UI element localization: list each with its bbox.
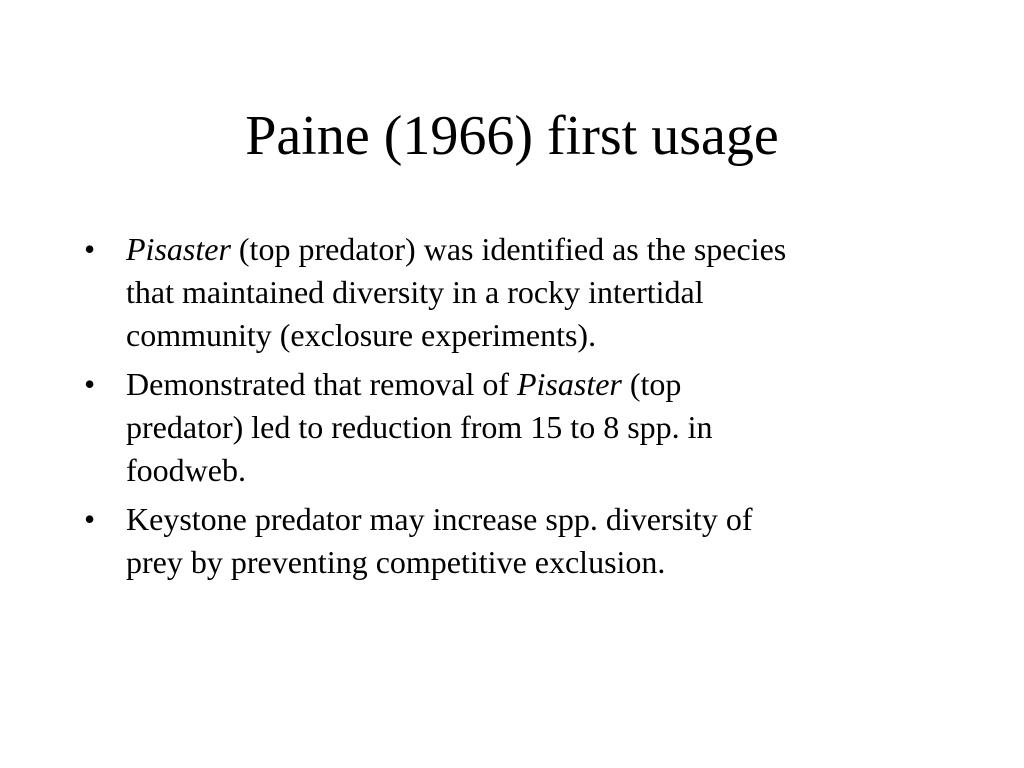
bullet-icon: •	[84, 501, 96, 537]
slide-title: Paine (1966) first usage	[245, 105, 779, 167]
bullet-icon: •	[84, 231, 96, 267]
bullet-item-3	[84, 498, 804, 584]
bullet-list	[84, 228, 804, 590]
bullet-text: Keystone predator may increase spp. diversity of prey by preventing competitive exclusion.	[126, 501, 753, 580]
bullet-text: (top predator) was identified as the species that maintained diversity in a rocky intertidal community (exclosure experiments).	[126, 231, 787, 353]
bullet-icon: •	[84, 366, 96, 402]
species-name: Pisaster	[126, 231, 231, 267]
bullet-text: Demonstrated that removal of	[126, 366, 517, 402]
bullet-item-1	[84, 228, 804, 357]
species-name: Pisaster	[516, 366, 622, 402]
bullet-text-continued: (top predator) led to reduction from 15 to 8 spp. in foodweb.	[126, 366, 713, 488]
bullet-item-2	[84, 363, 804, 492]
